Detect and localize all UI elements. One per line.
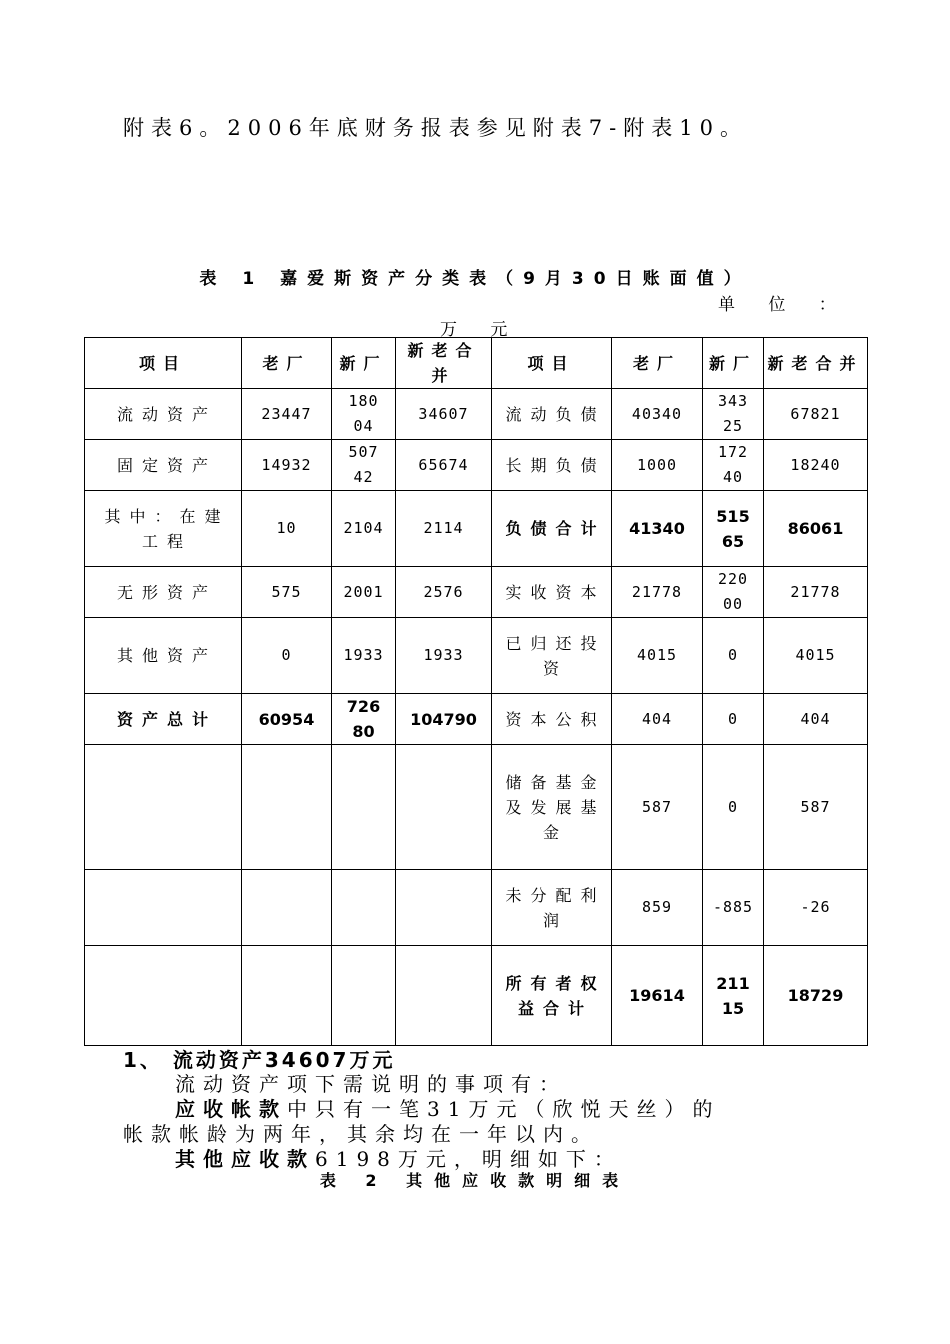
cell-value: 34325 — [717, 392, 749, 435]
table1-title: 表 1 嘉爱斯资产分类表（9月30日账面值） — [199, 269, 751, 289]
table-row — [85, 870, 868, 946]
table-cell: 4015 — [612, 618, 703, 694]
empty-cell — [85, 870, 242, 946]
row-label: 资产总计 — [85, 694, 242, 745]
table-cell: 575 — [242, 567, 332, 618]
row-label: 负债合计 — [492, 491, 612, 567]
table-row — [85, 440, 868, 491]
row-label: 流动资产 — [85, 389, 242, 440]
table-cell: 21778 — [612, 567, 703, 618]
empty-cell — [396, 745, 492, 870]
table-cell — [332, 440, 396, 491]
table-cell: 404 — [764, 694, 868, 745]
col-header-new-plant-left: 新厂 — [332, 338, 396, 389]
table-row — [85, 694, 868, 745]
intro-paragraph: 附表6。2006年底财务报表参见附表7-附表10。 — [123, 116, 748, 140]
table-cell: -885 — [703, 870, 764, 946]
table-cell: 65674 — [396, 440, 492, 491]
empty-cell — [332, 946, 396, 1046]
col-header-combined-left: 新老合并 — [396, 338, 492, 389]
empty-cell — [332, 745, 396, 870]
table-cell: 859 — [612, 870, 703, 946]
row-label: 资本公积 — [492, 694, 612, 745]
empty-cell — [242, 745, 332, 870]
table-cell: 21778 — [764, 567, 868, 618]
table-cell: 2104 — [332, 491, 396, 567]
section-paragraph: 流动资产项下需说明的事项有： — [175, 1072, 567, 1096]
row-label: 无形资产 — [85, 567, 242, 618]
table-cell — [332, 389, 396, 440]
table-cell — [703, 491, 764, 567]
col-header-item-right: 项目 — [492, 338, 612, 389]
col-header-new-plant-right: 新厂 — [703, 338, 764, 389]
table-cell: 23447 — [242, 389, 332, 440]
col-header-combined-right: 新老合并 — [764, 338, 868, 389]
table-cell — [703, 567, 764, 618]
cell-value: 21115 — [716, 973, 750, 1018]
row-label: 未分配利润 — [492, 870, 612, 946]
section-paragraph: 帐款帐龄为两年，其余均在一年以内。 — [123, 1122, 599, 1146]
table-cell: -26 — [764, 870, 868, 946]
asset-classification-table — [84, 337, 868, 1046]
empty-cell — [396, 946, 492, 1046]
table-cell: 0 — [703, 745, 764, 870]
col-header-item-left: 项目 — [85, 338, 242, 389]
cell-value: 72680 — [346, 697, 381, 741]
unit-label: 单 位 ： — [718, 295, 850, 315]
table-cell — [703, 440, 764, 491]
table-row — [85, 567, 868, 618]
empty-cell — [242, 870, 332, 946]
table-cell: 67821 — [764, 389, 868, 440]
table-cell: 0 — [703, 694, 764, 745]
paragraph-text: 中只有一笔31万元（欣悦天丝）的 — [287, 1097, 721, 1121]
table-row — [85, 946, 868, 1046]
unit-value: 万 元 — [440, 320, 522, 340]
row-label: 储备基金及发展基金 — [492, 745, 612, 870]
table-cell: 40340 — [612, 389, 703, 440]
table2-title: 表 2 其他应收款明细表 — [319, 1171, 631, 1190]
table-cell: 86061 — [764, 491, 868, 567]
table-cell: 18240 — [764, 440, 868, 491]
table-cell: 14932 — [242, 440, 332, 491]
table-cell: 1933 — [332, 618, 396, 694]
bold-term: 应收帐款 — [175, 1097, 287, 1121]
row-label: 长期负债 — [492, 440, 612, 491]
table-cell: 404 — [612, 694, 703, 745]
paragraph-text: 6198万元，明细如下： — [315, 1147, 622, 1171]
table-row — [85, 618, 868, 694]
row-label: 其他资产 — [85, 618, 242, 694]
row-label: 所有者权益合计 — [492, 946, 612, 1046]
table-cell: 587 — [612, 745, 703, 870]
table-cell: 0 — [242, 618, 332, 694]
table-row — [85, 745, 868, 870]
cell-value: 17240 — [717, 443, 749, 486]
table-cell: 2576 — [396, 567, 492, 618]
empty-cell — [396, 870, 492, 946]
table-cell: 34607 — [396, 389, 492, 440]
empty-cell — [85, 946, 242, 1046]
table-cell: 1000 — [612, 440, 703, 491]
row-label: 已归还投资 — [492, 618, 612, 694]
table-cell: 60954 — [242, 694, 332, 745]
table-cell: 41340 — [612, 491, 703, 567]
table-cell — [332, 694, 396, 745]
table-row — [85, 389, 868, 440]
cell-value: 22000 — [717, 570, 749, 613]
table-cell: 2001 — [332, 567, 396, 618]
cell-value: 50742 — [348, 443, 379, 486]
table-cell: 19614 — [612, 946, 703, 1046]
table-row — [85, 491, 868, 567]
table-header-row — [85, 338, 868, 389]
table-cell: 4015 — [764, 618, 868, 694]
row-label: 固定资产 — [85, 440, 242, 491]
bold-term: 其他应收款 — [175, 1147, 315, 1171]
table-cell — [703, 946, 764, 1046]
empty-cell — [332, 870, 396, 946]
table-cell — [703, 389, 764, 440]
table-cell: 10 — [242, 491, 332, 567]
empty-cell — [85, 745, 242, 870]
table-cell: 1933 — [396, 618, 492, 694]
table-cell: 18729 — [764, 946, 868, 1046]
table-cell: 104790 — [396, 694, 492, 745]
empty-cell — [242, 946, 332, 1046]
cell-value: 51565 — [716, 506, 750, 551]
section-heading: 1、 流动资产34607万元 — [123, 1048, 396, 1072]
row-label: 实收资本 — [492, 567, 612, 618]
cell-value: 18004 — [348, 392, 379, 435]
col-header-old-plant-right: 老厂 — [612, 338, 703, 389]
table-cell: 0 — [703, 618, 764, 694]
table-cell: 2114 — [396, 491, 492, 567]
row-label: 其中：在建工程 — [85, 491, 242, 567]
row-label: 流动负债 — [492, 389, 612, 440]
col-header-old-plant-left: 老厂 — [242, 338, 332, 389]
table-cell: 587 — [764, 745, 868, 870]
